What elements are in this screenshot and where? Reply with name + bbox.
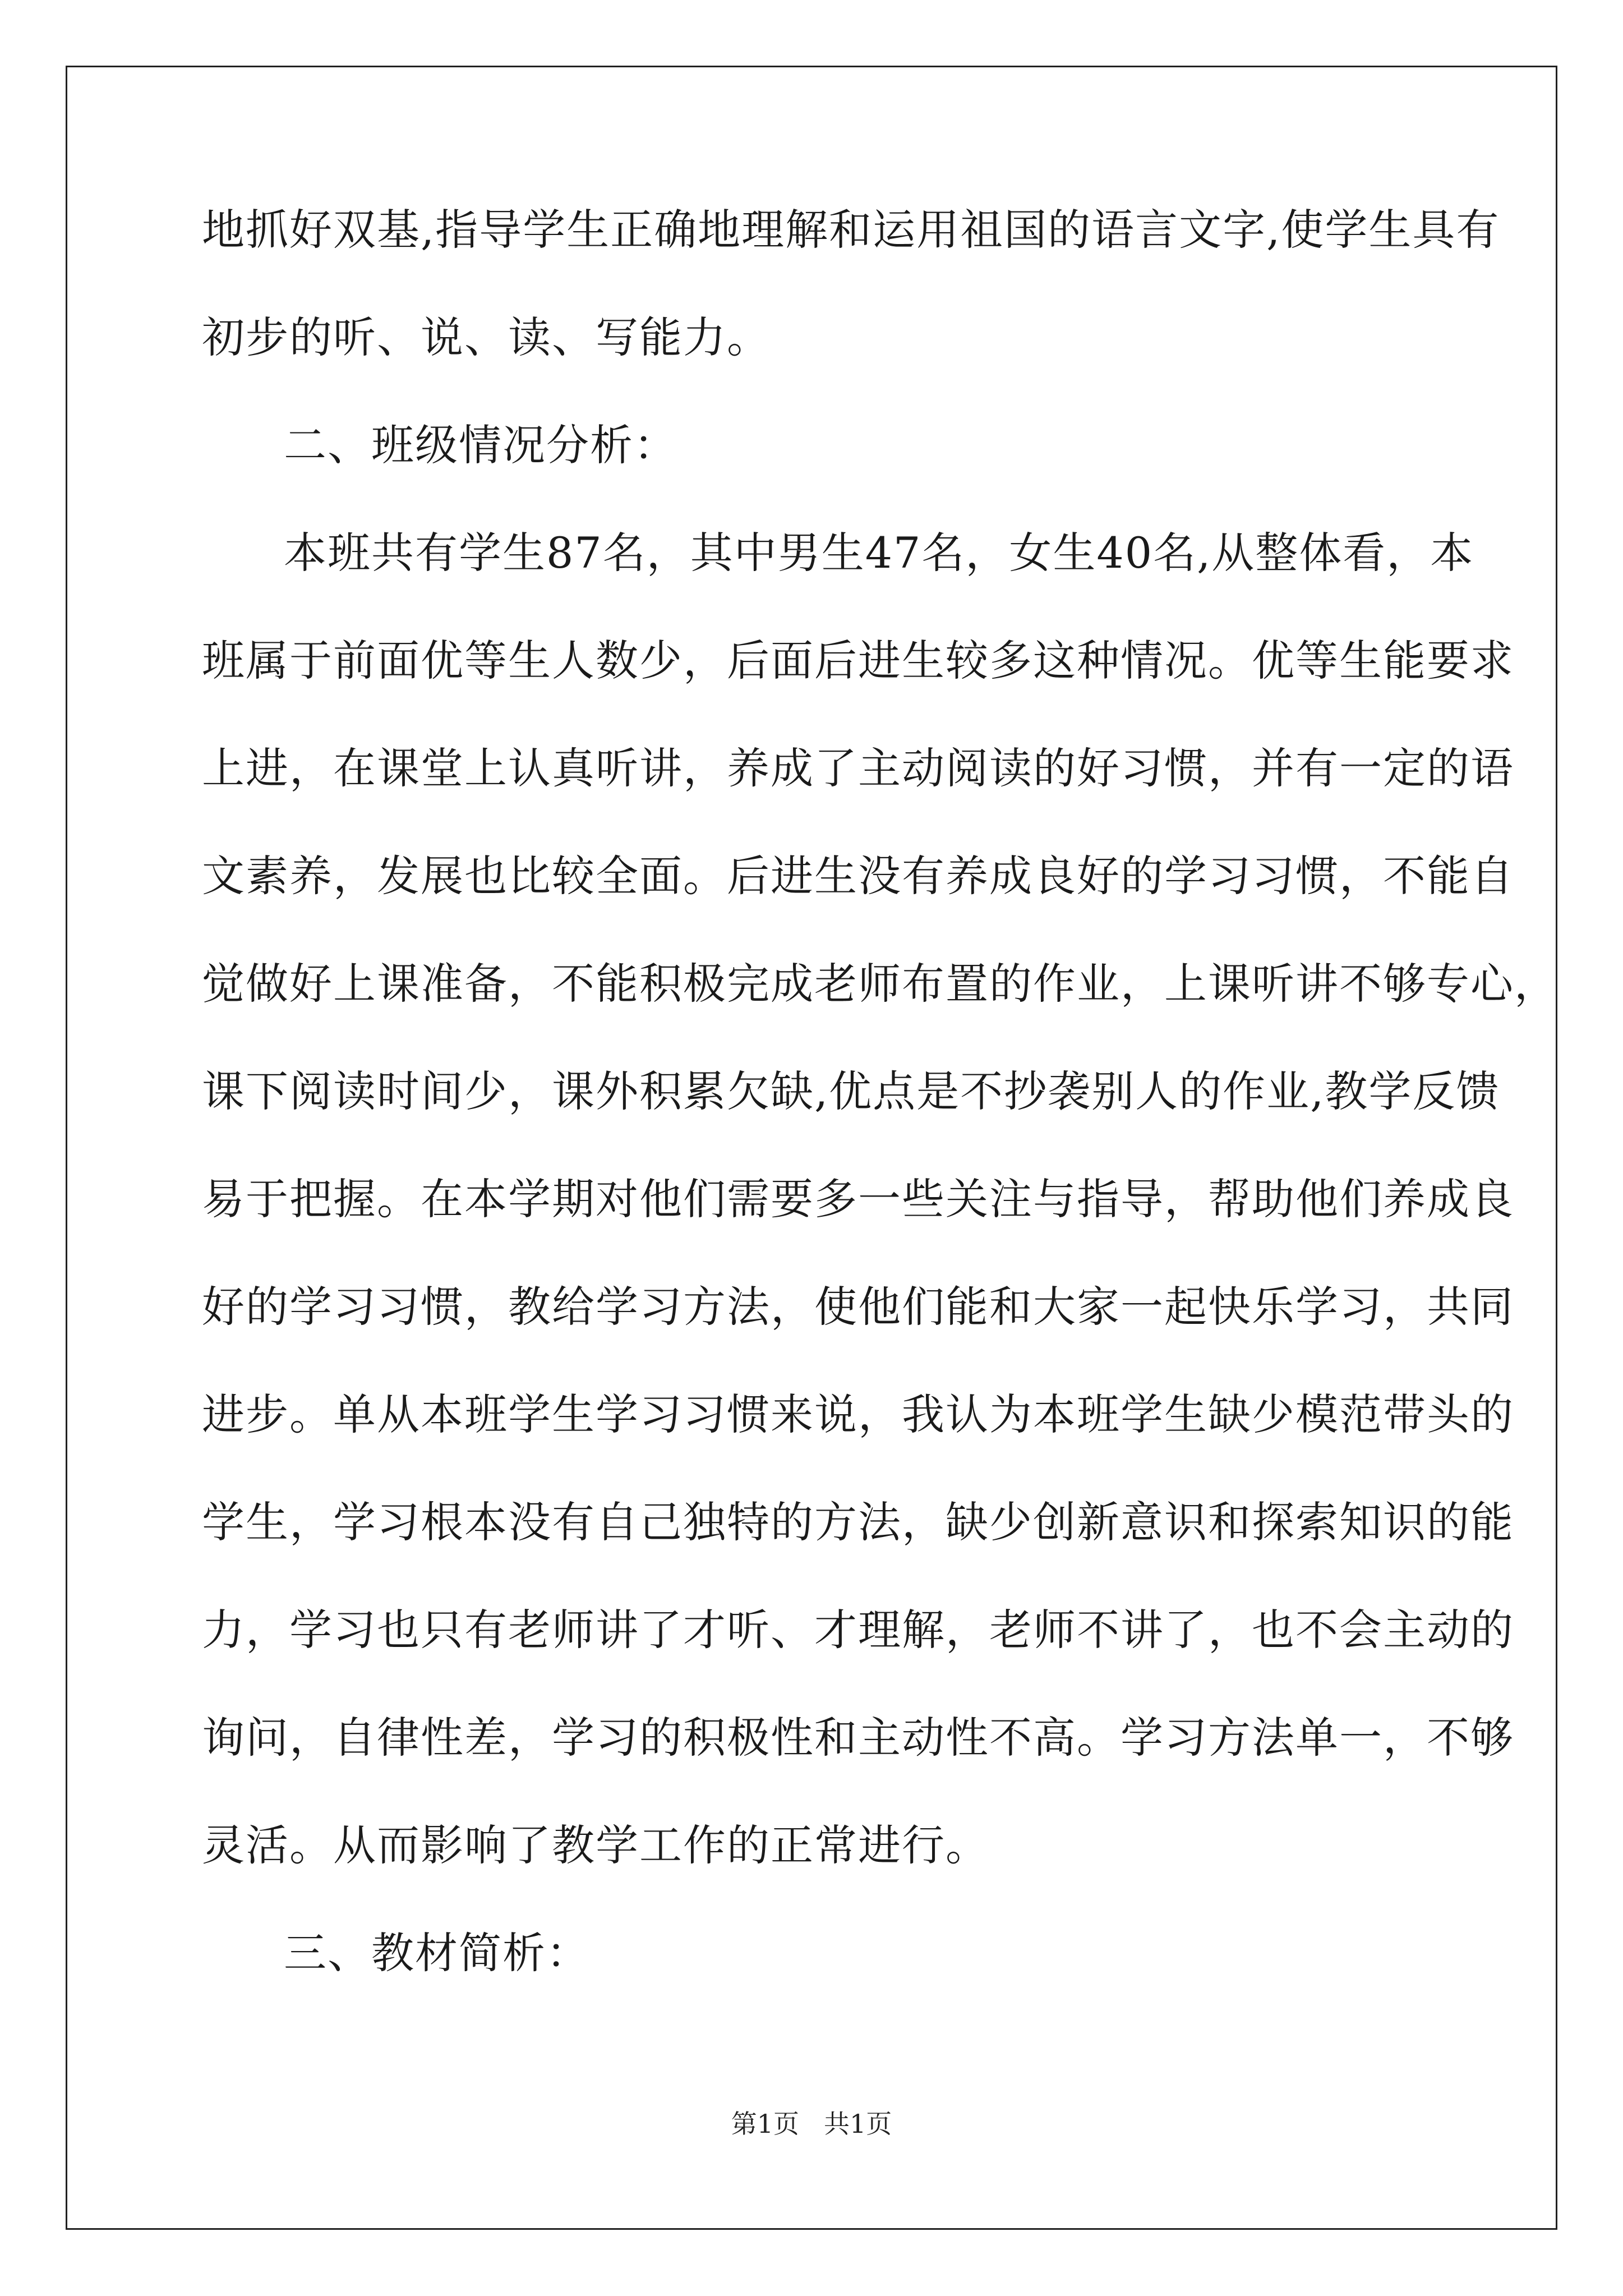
paragraph-line: 觉做好上课准备，不能积极完成老师布置的作业，上课听讲不够专心， bbox=[202, 959, 1558, 1009]
paragraph-line: 班属于前面优等生人数少，后面后进生较多这种情况。优等生能要求 bbox=[202, 636, 1514, 685]
paragraph-line: 学生，学习根本没有自己独特的方法，缺少创新意识和探索知识的能 bbox=[202, 1497, 1514, 1547]
paragraph-line: 询问，自律性差，学习的积极性和主动性不高。学习方法单一，不够 bbox=[202, 1713, 1514, 1763]
paragraph-line: 文素养，发展也比较全面。后进生没有养成良好的学习习惯，不能自 bbox=[202, 851, 1514, 901]
paragraph-line: 初步的听、说、读、写能力。 bbox=[202, 312, 771, 362]
paragraph-line: 灵活。从而影响了教学工作的正常进行。 bbox=[202, 1820, 989, 1870]
paragraph-line: 进步。单从本班学生学习习惯来说，我认为本班学生缺少模范带头的 bbox=[202, 1389, 1514, 1439]
document-body bbox=[202, 205, 1558, 2039]
section-heading: 三、教材简析： bbox=[284, 1928, 590, 1978]
paragraph-line: 力，学习也只有老师讲了才听、才理解，老师不讲了，也不会主动的 bbox=[202, 1605, 1514, 1655]
page-number-current: 第1页 bbox=[731, 2109, 799, 2139]
page-footer bbox=[0, 2104, 1623, 2141]
paragraph-line: 本班共有学生87名，其中男生47名，女生40名,从整体看，本 bbox=[284, 528, 1474, 578]
page-number-total: 共1页 bbox=[824, 2109, 892, 2139]
paragraph-line: 易于把握。在本学期对他们需要多一些关注与指导，帮助他们养成良 bbox=[202, 1174, 1514, 1224]
paragraph-line: 地抓好双基,指导学生正确地理解和运用祖国的语言文字,使学生具有 bbox=[202, 205, 1500, 255]
section-heading: 二、班级情况分析： bbox=[284, 420, 677, 470]
paragraph-line: 上进，在课堂上认真听讲，养成了主动阅读的好习惯，并有一定的语 bbox=[202, 743, 1514, 793]
paragraph-line: 好的学习习惯，教给学习方法，使他们能和大家一起快乐学习，共同 bbox=[202, 1282, 1514, 1332]
paragraph-line: 课下阅读时间少，课外积累欠缺,优点是不抄袭别人的作业,教学反馈 bbox=[202, 1066, 1500, 1116]
